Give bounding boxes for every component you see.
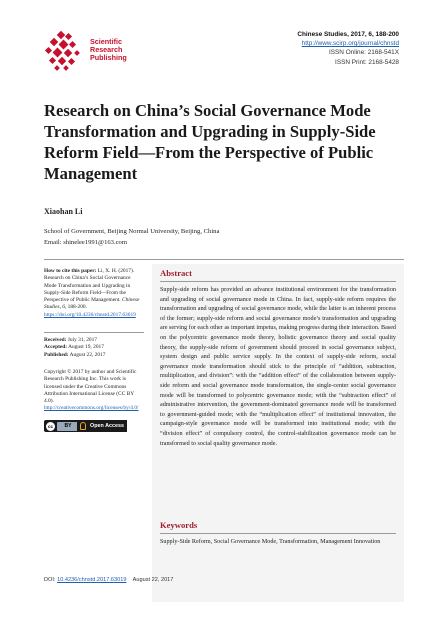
publisher-name <box>90 38 127 63</box>
abstract-divider <box>160 281 396 282</box>
dates-block <box>44 337 144 359</box>
cite-label: How to cite this paper: <box>44 268 97 274</box>
journal-url-link[interactable]: http://www.scirp.org/journal/chnstd <box>301 40 399 48</box>
citation-block <box>44 268 144 319</box>
keywords-divider <box>160 533 396 534</box>
license-block <box>44 369 144 413</box>
accepted-label: Accepted: <box>44 344 68 351</box>
accepted-date: August 19, 2017 <box>67 344 104 351</box>
abstract-text: Supply-side reform has provided an advance institutional environment for the transformation and upgrading of social governance mode in China. In fact, supply-side reform requires the transformation and upgrading of social governance mode, while the latter is an inherent process of the former; supply-side reform and social governance mode’s transformation and upgrading are serving for each other as important impetus, making progress during their interaction. Based on the polycentric governance mode theory, holistic governance theory and social quality theory, the supply-side reform of government should proceed in social governance subject, system design and public service supply. In the context of supply-side reform, social governance mode transformation should stick to the principle of “addition, subtraction, multiplication, and division”: with the “addition effect” of the collaboration between supply-side reform and social governance mode transformation, the single-center social governance mode will be transformed to polycentric governance mode; with the “subtraction effect” of administrative intervention, the government-dominated governance mode will be transformed to government-guided mode; with the “multiplication effect” of institutional innovation, the campaign-style governance mode will be transformed into institutional mode; with the “division effect” of compulsory control, the control-stabilization governance mode can be transformed to social quality governance mode. <box>160 287 396 447</box>
cite-doi-link[interactable]: https://doi.org/10.4236/chnstd.2017.63019 <box>44 311 136 318</box>
paper-title: Research on China’s Social Governance Mode Transformation and Upgrading in Supply-Side Reform Field—From the Perspective of Public Management <box>44 101 376 183</box>
publisher-name-line: Scientific <box>90 37 122 46</box>
open-access-label: Open Access <box>90 423 124 429</box>
footer-date: August 22, 2017 <box>132 577 174 583</box>
received-date: July 31, 2017 <box>66 337 98 343</box>
received-label: Received: <box>44 337 67 343</box>
journal-citation: Chinese Studies, 2017, 6, 188-200 <box>297 31 399 38</box>
publisher-name-line: Publishing <box>90 53 127 63</box>
cite-journal: Chinese Studies, 6, <box>44 297 140 311</box>
keywords-heading: Keywords <box>160 520 198 530</box>
license-text: Copyright © 2017 by author and Scientific Research Publishing Inc. This work is licensed under the Creative Commons Attribution International License (CC BY 4.0). <box>44 369 137 405</box>
publisher-logo-icon <box>44 30 88 74</box>
cc-icon: cc <box>47 423 53 429</box>
journal-meta <box>297 30 399 67</box>
published-label: Published: <box>44 351 69 358</box>
page-footer <box>44 577 173 583</box>
author-affiliation-block <box>44 226 219 248</box>
abstract-heading: Abstract <box>160 268 192 278</box>
header-divider <box>44 259 404 260</box>
open-lock-icon <box>80 422 86 430</box>
published-date: August 22, 2017 <box>68 351 106 358</box>
issn-print: ISSN Print: 2168-5428 <box>335 58 399 66</box>
cite-pages: 188-200. <box>66 304 87 311</box>
issn-online: ISSN Online: 2168-541X <box>329 49 399 57</box>
footer-doi-label: DOI: <box>44 577 58 583</box>
keywords-text: Supply-Side Reform, Social Governance Mode, Transformation, Management Innovation <box>160 539 381 545</box>
by-icon: BY <box>57 422 79 431</box>
publisher-name-line: Research <box>90 45 123 55</box>
author-name: Xiaohan Li <box>44 207 83 216</box>
footer-doi-link[interactable]: 10.4236/chnstd.2017.63019 <box>57 577 127 583</box>
license-link[interactable]: http://creativecommons.org/licenses/by/4.0/ <box>44 405 139 412</box>
left-divider <box>44 332 144 333</box>
cite-text: Li, X. H. (2017). Research on China’s Social Governance Mode Transformation and Upgrading in Supply-Side Reform Field—From the Perspective of Public Management. <box>44 268 135 304</box>
author-email: Email: shinelee1991@163.com <box>44 239 127 246</box>
affiliation: School of Government, Beijing Normal University, Beijing, China <box>44 228 220 235</box>
